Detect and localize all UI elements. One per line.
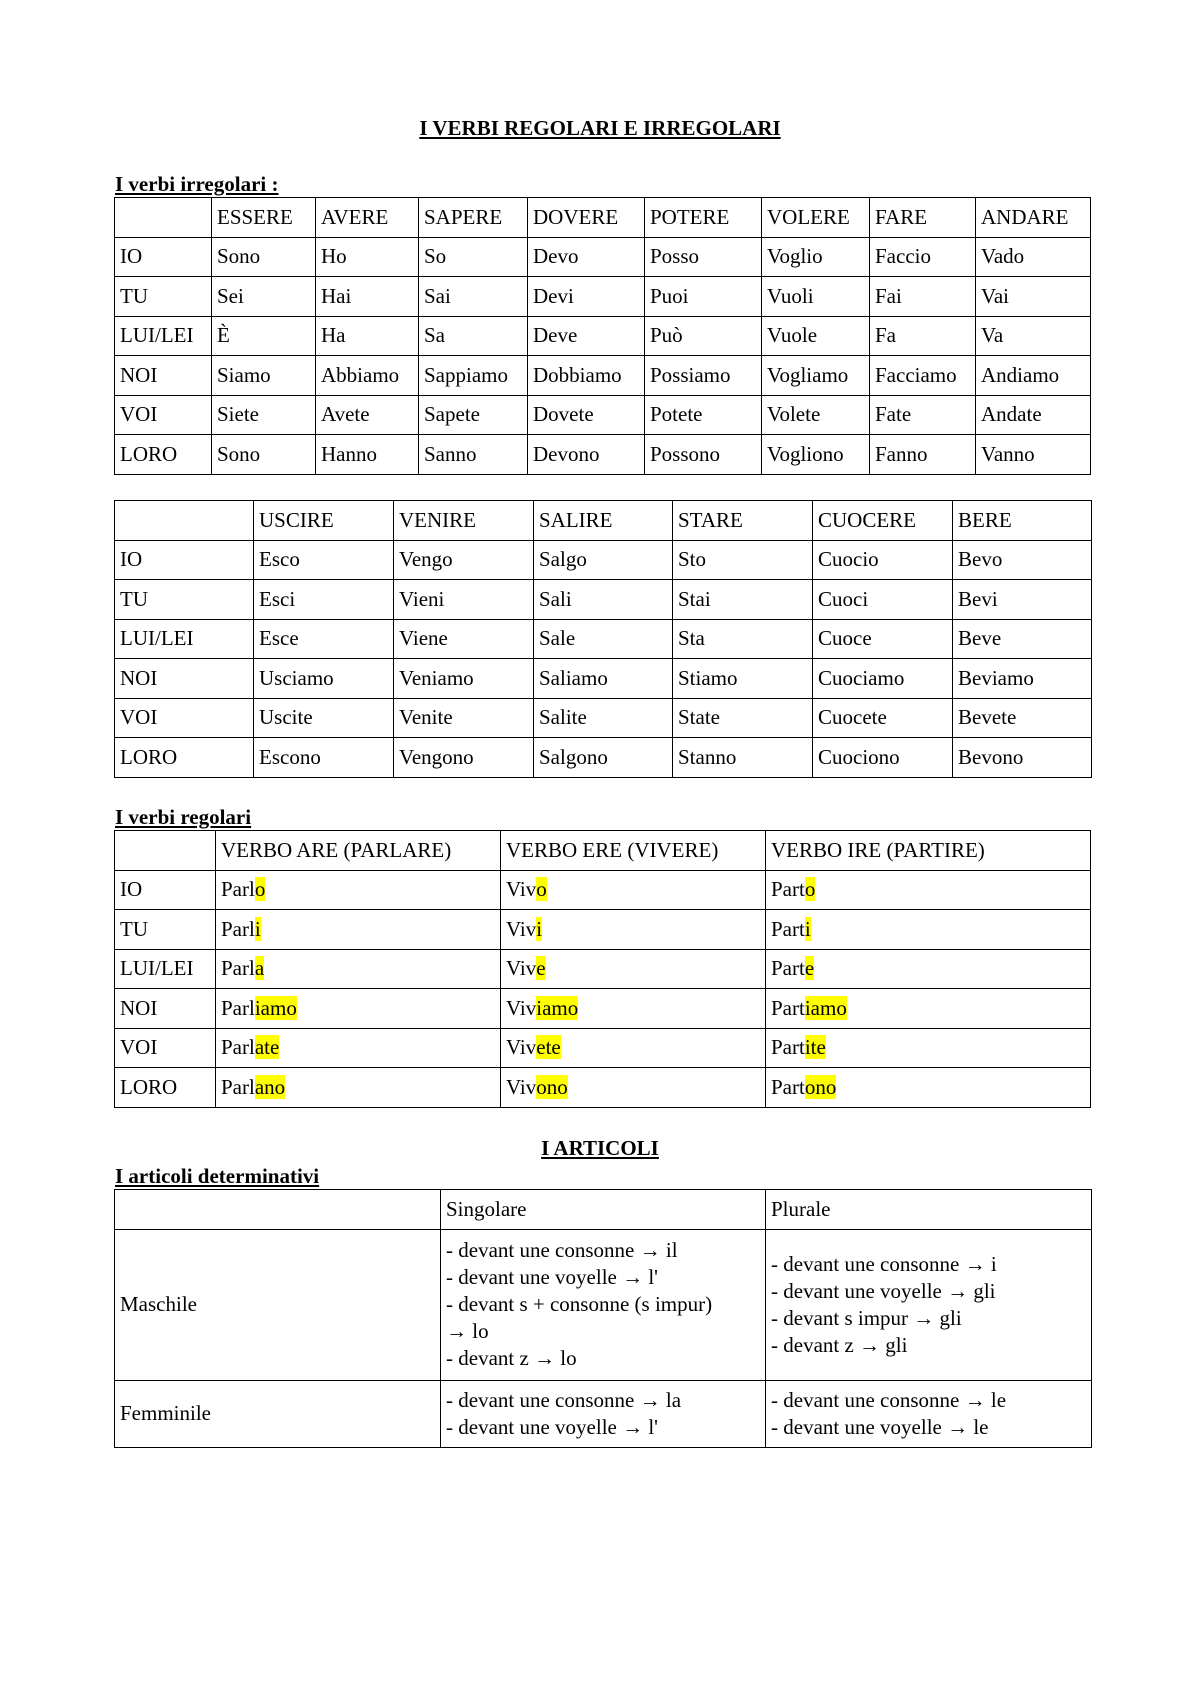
definite-articles-heading: I articoli determinativi (115, 1164, 320, 1188)
table-row (115, 1068, 1091, 1108)
conjugation-cell (501, 1028, 766, 1068)
conjugation-cell: Devi (528, 277, 645, 317)
conjugation-cell: Bevete (953, 698, 1092, 738)
verb-stem: Part (771, 877, 805, 902)
verb-header-cell: BERE (953, 501, 1092, 541)
conjugation-cell: Cuoce (813, 619, 953, 659)
header-corner-cell (115, 198, 212, 238)
conjugation-cell (216, 1068, 501, 1108)
verb-ending-highlight: a (254, 956, 265, 981)
article-rule-line: - devant s impur → gli (771, 1305, 962, 1330)
verb-stem: Viv (506, 1035, 537, 1060)
header-corner-cell (115, 1190, 441, 1230)
conjugation-cell: È (212, 316, 316, 356)
verb-ending-highlight: iamo (536, 995, 579, 1020)
definite-articles-table (114, 1189, 1092, 1448)
pronoun-cell: VOI (115, 1028, 216, 1068)
conjugation-cell (766, 1068, 1091, 1108)
pronoun-cell: IO (115, 540, 254, 580)
conjugation-cell: Vengono (394, 738, 534, 778)
article-rule-line: - devant s + consonne (s impur) (446, 1292, 713, 1316)
singolare-rules-cell (441, 1229, 766, 1380)
verb-ending-highlight: ite (804, 1035, 826, 1060)
table-row (115, 738, 1092, 778)
conjugation-cell: Possiamo (645, 356, 762, 396)
conjugation-cell: Esco (254, 540, 394, 580)
article-rule-line: - devant une consonne → le (771, 1387, 1007, 1412)
conjugation-cell: Bevo (953, 540, 1092, 580)
conjugation-cell: Andate (976, 395, 1091, 435)
pronoun-cell: VOI (115, 395, 212, 435)
gender-label-cell: Maschile (115, 1229, 441, 1380)
conjugation-cell: Stanno (673, 738, 813, 778)
article-rule-line: - devant une consonne → i (771, 1251, 997, 1276)
table-row (115, 870, 1091, 910)
conjugation-cell: Bevi (953, 580, 1092, 620)
conjugation-cell: Ho (316, 237, 419, 277)
conjugation-cell: Vieni (394, 580, 534, 620)
verb-header-cell: USCIRE (254, 501, 394, 541)
table-row (115, 659, 1092, 699)
irregular-verbs-heading: I verbi irregolari : (115, 172, 279, 196)
table-row (115, 277, 1091, 317)
table-row (115, 435, 1091, 475)
verb-header-cell: FARE (870, 198, 976, 238)
gender-label-cell: Femminile (115, 1380, 441, 1447)
conjugation-cell: Cuocio (813, 540, 953, 580)
verb-ending-highlight: i (536, 916, 543, 941)
verb-stem: Part (771, 995, 805, 1020)
conjugation-cell: Vai (976, 277, 1091, 317)
conjugation-cell: Devo (528, 237, 645, 277)
conjugation-cell: Sai (419, 277, 528, 317)
table-row (115, 580, 1092, 620)
conjugation-cell: Sei (212, 277, 316, 317)
verb-header-cell: ANDARE (976, 198, 1091, 238)
conjugation-cell: Beviamo (953, 659, 1092, 699)
pronoun-cell: NOI (115, 659, 254, 699)
verb-ending-highlight: ono (536, 1074, 568, 1099)
table-header-row (115, 1190, 1092, 1230)
conjugation-cell: State (673, 698, 813, 738)
number-header-cell: Plurale (766, 1190, 1092, 1230)
conjugation-cell: Vengo (394, 540, 534, 580)
verb-header-cell: VENIRE (394, 501, 534, 541)
conjugation-cell: Cuociamo (813, 659, 953, 699)
pronoun-cell: VOI (115, 698, 254, 738)
article-rule-line: - devant z → gli (771, 1332, 908, 1357)
conjugation-cell: Stai (673, 580, 813, 620)
verb-ending-highlight: ate (254, 1035, 280, 1060)
conjugation-cell: Vogliono (762, 435, 870, 475)
verb-header-cell: SALIRE (534, 501, 673, 541)
verb-header-cell: VERBO ARE (PARLARE) (216, 831, 501, 871)
conjugation-cell: Voglio (762, 237, 870, 277)
conjugation-cell: Stiamo (673, 659, 813, 699)
verb-stem: Viv (506, 1074, 537, 1099)
article-rule-line: - devant une voyelle → le (771, 1414, 989, 1439)
conjugation-cell: Può (645, 316, 762, 356)
conjugation-cell (501, 870, 766, 910)
conjugation-cell: Sa (419, 316, 528, 356)
article-rule-line: - devant une consonne → la (446, 1387, 682, 1412)
verb-header-cell: STARE (673, 501, 813, 541)
conjugation-cell (501, 910, 766, 950)
conjugation-cell (766, 989, 1091, 1029)
conjugation-cell: Hanno (316, 435, 419, 475)
table-row (115, 910, 1091, 950)
pronoun-cell: IO (115, 237, 212, 277)
verb-stem: Parl (221, 1035, 255, 1060)
conjugation-cell: So (419, 237, 528, 277)
pronoun-cell: LUI/LEI (115, 316, 212, 356)
conjugation-cell: Uscite (254, 698, 394, 738)
table-row (115, 237, 1091, 277)
verb-ending-highlight: ono (804, 1074, 837, 1099)
regular-verbs-table (114, 830, 1091, 1108)
conjugation-cell: Veniamo (394, 659, 534, 699)
conjugation-cell: Dobbiamo (528, 356, 645, 396)
conjugation-cell: Cuocete (813, 698, 953, 738)
conjugation-cell: Potete (645, 395, 762, 435)
verb-stem: Viv (506, 877, 537, 902)
verb-stem: Parl (221, 956, 255, 981)
conjugation-cell (216, 910, 501, 950)
conjugation-cell: Bevono (953, 738, 1092, 778)
article-rule-line: - devant une voyelle → l' (446, 1414, 658, 1439)
table-row (115, 316, 1091, 356)
pronoun-cell: TU (115, 910, 216, 950)
verb-stem: Part (771, 1035, 805, 1060)
conjugation-cell: Sono (212, 237, 316, 277)
table-header-row (115, 198, 1091, 238)
table-row (115, 949, 1091, 989)
conjugation-cell: Dovete (528, 395, 645, 435)
conjugation-cell: Usciamo (254, 659, 394, 699)
conjugation-cell (216, 949, 501, 989)
article-rule-line: - devant une consonne → il (446, 1238, 678, 1262)
conjugation-cell (766, 870, 1091, 910)
verb-stem: Part (771, 916, 805, 941)
conjugation-cell: Posso (645, 237, 762, 277)
verb-ending-highlight: e (804, 956, 815, 981)
conjugation-cell: Saliamo (534, 659, 673, 699)
table-row (115, 395, 1091, 435)
pronoun-cell: LUI/LEI (115, 949, 216, 989)
conjugation-cell: Sali (534, 580, 673, 620)
conjugation-cell: Abbiamo (316, 356, 419, 396)
verb-header-cell: POTERE (645, 198, 762, 238)
verb-ending-highlight: o (254, 877, 266, 902)
conjugation-cell: Andiamo (976, 356, 1091, 396)
conjugation-cell (216, 989, 501, 1029)
conjugation-cell: Va (976, 316, 1091, 356)
conjugation-cell: Faccio (870, 237, 976, 277)
conjugation-cell: Vogliamo (762, 356, 870, 396)
verb-stem: Parl (221, 916, 255, 941)
verb-stem: Part (771, 956, 805, 981)
table-row (115, 356, 1091, 396)
verb-stem: Parl (221, 877, 255, 902)
pronoun-cell: LUI/LEI (115, 619, 254, 659)
conjugation-cell: Viene (394, 619, 534, 659)
conjugation-cell: Sanno (419, 435, 528, 475)
header-corner-cell (115, 501, 254, 541)
article-rule-line: → lo (446, 1319, 489, 1343)
conjugation-cell: Volete (762, 395, 870, 435)
verb-header-cell: VERBO IRE (PARTIRE) (766, 831, 1091, 871)
pronoun-cell: TU (115, 277, 212, 317)
conjugation-cell: Beve (953, 619, 1092, 659)
conjugation-cell (501, 949, 766, 989)
verb-header-cell: DOVERE (528, 198, 645, 238)
pronoun-cell: NOI (115, 356, 212, 396)
irregular-verbs-table-2 (114, 500, 1092, 778)
conjugation-cell: Siamo (212, 356, 316, 396)
conjugation-cell: Fanno (870, 435, 976, 475)
verb-stem: Parl (221, 1074, 255, 1099)
conjugation-cell: Facciamo (870, 356, 976, 396)
table-row (115, 698, 1092, 738)
table-header-row (115, 501, 1092, 541)
verb-header-cell: VOLERE (762, 198, 870, 238)
article-row (115, 1229, 1092, 1380)
conjugation-cell (216, 1028, 501, 1068)
pronoun-cell: LORO (115, 435, 212, 475)
conjugation-cell: Sapete (419, 395, 528, 435)
conjugation-cell (766, 1028, 1091, 1068)
conjugation-cell: Sale (534, 619, 673, 659)
pronoun-cell: LORO (115, 1068, 216, 1108)
conjugation-cell (766, 949, 1091, 989)
verb-header-cell: VERBO ERE (VIVERE) (501, 831, 766, 871)
conjugation-cell: Sono (212, 435, 316, 475)
verb-header-cell: AVERE (316, 198, 419, 238)
plurale-rules-cell (766, 1380, 1092, 1447)
article-rule-line: - devant une voyelle → gli (771, 1278, 996, 1303)
table-row (115, 619, 1092, 659)
verb-stem: Viv (506, 995, 537, 1020)
conjugation-cell: Sta (673, 619, 813, 659)
table-row (115, 989, 1091, 1029)
conjugation-cell (501, 989, 766, 1029)
article-rule-line: - devant une voyelle → l' (446, 1265, 658, 1289)
verb-stem: Parl (221, 995, 255, 1020)
pronoun-cell: TU (115, 580, 254, 620)
conjugation-cell: Vanno (976, 435, 1091, 475)
conjugation-cell: Siete (212, 395, 316, 435)
main-title: I VERBI REGOLARI E IRREGOLARI (419, 116, 781, 140)
conjugation-cell: Devono (528, 435, 645, 475)
conjugation-cell: Fa (870, 316, 976, 356)
pronoun-cell: IO (115, 870, 216, 910)
conjugation-cell: Esce (254, 619, 394, 659)
conjugation-cell: Puoi (645, 277, 762, 317)
conjugation-cell: Cuociono (813, 738, 953, 778)
conjugation-cell: Venite (394, 698, 534, 738)
conjugation-cell: Esci (254, 580, 394, 620)
table-row (115, 540, 1092, 580)
article-row (115, 1380, 1092, 1447)
conjugation-cell: Vuoli (762, 277, 870, 317)
conjugation-cell: Possono (645, 435, 762, 475)
conjugation-cell (216, 870, 501, 910)
conjugation-cell: Deve (528, 316, 645, 356)
conjugation-cell: Salgo (534, 540, 673, 580)
conjugation-cell: Vado (976, 237, 1091, 277)
verb-ending-highlight: i (254, 916, 261, 941)
conjugation-cell: Avete (316, 395, 419, 435)
verb-ending-highlight: e (536, 956, 546, 981)
verb-header-cell: SAPERE (419, 198, 528, 238)
pronoun-cell: LORO (115, 738, 254, 778)
table-header-row (115, 831, 1091, 871)
conjugation-cell: Ha (316, 316, 419, 356)
conjugation-cell: Salgono (534, 738, 673, 778)
plurale-rules-cell (766, 1229, 1092, 1380)
verb-ending-highlight: ete (536, 1035, 561, 1060)
singolare-rules-cell (441, 1380, 766, 1447)
conjugation-cell: Sappiamo (419, 356, 528, 396)
verb-ending-highlight: ano (254, 1074, 286, 1099)
pronoun-cell: NOI (115, 989, 216, 1029)
article-rule-line: - devant z → lo (446, 1346, 577, 1370)
verb-ending-highlight: i (804, 916, 811, 941)
verb-ending-highlight: o (804, 877, 816, 902)
verb-stem: Viv (506, 916, 537, 941)
verb-ending-highlight: o (536, 877, 547, 902)
verb-ending-highlight: iamo (254, 995, 297, 1020)
header-corner-cell (115, 831, 216, 871)
verb-header-cell: ESSERE (212, 198, 316, 238)
conjugation-cell: Escono (254, 738, 394, 778)
conjugation-cell: Cuoci (813, 580, 953, 620)
conjugation-cell: Fate (870, 395, 976, 435)
conjugation-cell: Vuole (762, 316, 870, 356)
regular-verbs-heading: I verbi regolari (115, 805, 252, 829)
conjugation-cell: Salite (534, 698, 673, 738)
verb-header-cell: CUOCERE (813, 501, 953, 541)
irregular-verbs-table-1 (114, 197, 1091, 475)
table-row (115, 1028, 1091, 1068)
verb-stem: Part (771, 1074, 805, 1099)
conjugation-cell: Sto (673, 540, 813, 580)
conjugation-cell (501, 1068, 766, 1108)
conjugation-cell: Fai (870, 277, 976, 317)
verb-ending-highlight: iamo (804, 995, 847, 1020)
conjugation-cell: Hai (316, 277, 419, 317)
articles-title: I ARTICOLI (541, 1136, 659, 1160)
conjugation-cell (766, 910, 1091, 950)
number-header-cell: Singolare (441, 1190, 766, 1230)
verb-stem: Viv (506, 956, 537, 981)
